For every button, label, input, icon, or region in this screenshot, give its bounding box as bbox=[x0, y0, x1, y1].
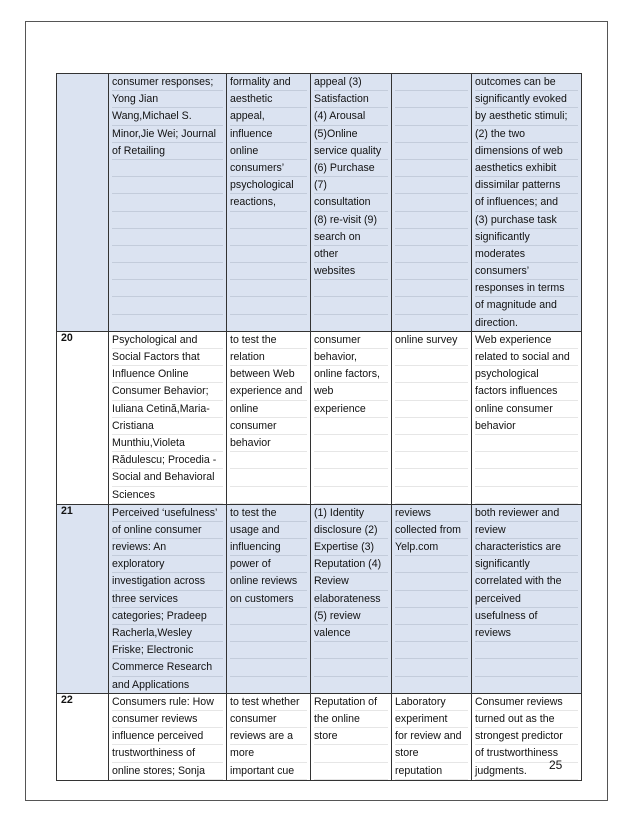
cell-line: consumer reviews bbox=[112, 711, 223, 728]
cell-line bbox=[395, 315, 468, 331]
cell-line: Satisfaction bbox=[314, 91, 388, 108]
cell-line: turned out as the bbox=[475, 711, 578, 728]
cell-line bbox=[112, 229, 223, 246]
cell-line bbox=[395, 556, 468, 573]
table-row bbox=[57, 74, 582, 332]
cell-line: factors influences bbox=[475, 383, 578, 400]
cell-line bbox=[230, 608, 307, 625]
cell-line bbox=[230, 315, 307, 331]
cell-line: store bbox=[314, 728, 388, 745]
table-row bbox=[57, 504, 582, 693]
cell-line bbox=[314, 469, 388, 486]
cell-line: collected from bbox=[395, 522, 468, 539]
cell-line: consumer bbox=[230, 711, 307, 728]
cell-line bbox=[395, 435, 468, 452]
cell-line bbox=[314, 280, 388, 297]
cell-line: Web experience bbox=[475, 332, 578, 349]
cell-line bbox=[230, 469, 307, 486]
cell-line: influencing bbox=[230, 539, 307, 556]
cell-line: exploratory bbox=[112, 556, 223, 573]
cell-line bbox=[395, 366, 468, 383]
cell-line: experience bbox=[314, 401, 388, 418]
cell-line: online reviews bbox=[230, 573, 307, 590]
cell-line: usage and bbox=[230, 522, 307, 539]
cell-line: (4) Arousal bbox=[314, 108, 388, 125]
cell-line: perceived bbox=[475, 591, 578, 608]
cell-line: by aesthetic stimuli; bbox=[475, 108, 578, 125]
cell-line bbox=[314, 642, 388, 659]
cell-line: the online bbox=[314, 711, 388, 728]
cell-line bbox=[475, 659, 578, 676]
cell-line: appeal (3) bbox=[314, 74, 388, 91]
cell-line: consumer bbox=[230, 418, 307, 435]
method-cell bbox=[392, 74, 472, 332]
cell-line: experiment bbox=[395, 711, 468, 728]
cell-line: review bbox=[475, 522, 578, 539]
cell-line bbox=[112, 212, 223, 229]
study-title-cell bbox=[109, 331, 227, 504]
cell-line: (3) purchase task bbox=[475, 212, 578, 229]
cell-line: online factors, bbox=[314, 366, 388, 383]
cell-line bbox=[395, 229, 468, 246]
cell-line bbox=[314, 452, 388, 469]
cell-line: Wang,Michael S. bbox=[112, 108, 223, 125]
cell-line bbox=[230, 263, 307, 280]
cell-line: correlated with the bbox=[475, 573, 578, 590]
cell-line: online stores; Sonja bbox=[112, 763, 223, 780]
cell-line: appeal, bbox=[230, 108, 307, 125]
cell-line bbox=[230, 229, 307, 246]
cell-line: for review and bbox=[395, 728, 468, 745]
study-title-cell bbox=[109, 504, 227, 693]
cell-line bbox=[230, 677, 307, 693]
cell-line bbox=[475, 452, 578, 469]
literature-table bbox=[56, 73, 582, 781]
cell-line: online consumer bbox=[475, 401, 578, 418]
cell-line bbox=[314, 297, 388, 314]
variables-cell bbox=[311, 693, 392, 780]
cell-line: strongest predictor bbox=[475, 728, 578, 745]
cell-line bbox=[112, 177, 223, 194]
cell-line bbox=[395, 625, 468, 642]
findings-cell bbox=[472, 74, 582, 332]
cell-line: (2) the two bbox=[475, 126, 578, 143]
cell-line bbox=[395, 659, 468, 676]
cell-line: Social Factors that bbox=[112, 349, 223, 366]
cell-line: Rădulescu; Procedia - bbox=[112, 452, 223, 469]
cell-line: reviews: An bbox=[112, 539, 223, 556]
cell-line bbox=[314, 435, 388, 452]
findings-cell bbox=[472, 504, 582, 693]
cell-line bbox=[112, 263, 223, 280]
cell-line bbox=[314, 763, 388, 780]
cell-line bbox=[395, 418, 468, 435]
cell-line bbox=[395, 608, 468, 625]
cell-line: reputation bbox=[395, 763, 468, 780]
cell-line: consumers’ bbox=[230, 160, 307, 177]
cell-line bbox=[395, 143, 468, 160]
cell-line: behavior, bbox=[314, 349, 388, 366]
cell-line: Sciences bbox=[112, 487, 223, 504]
cell-line: reviews bbox=[395, 505, 468, 522]
objective-cell bbox=[227, 331, 311, 504]
cell-line bbox=[395, 263, 468, 280]
cell-line: reviews bbox=[475, 625, 578, 642]
cell-line: usefulness of bbox=[475, 608, 578, 625]
cell-line: outcomes can be bbox=[475, 74, 578, 91]
cell-line: valence bbox=[314, 625, 388, 642]
cell-line: significantly bbox=[475, 229, 578, 246]
cell-line bbox=[475, 487, 578, 504]
cell-line: consumer bbox=[314, 332, 388, 349]
cell-line: Perceived ‘usefulness’ bbox=[112, 505, 223, 522]
cell-line: online bbox=[230, 143, 307, 160]
cell-line: Yong Jian bbox=[112, 91, 223, 108]
cell-line: aesthetics exhibit bbox=[475, 160, 578, 177]
cell-line: psychological bbox=[230, 177, 307, 194]
cell-line bbox=[395, 160, 468, 177]
cell-line bbox=[112, 194, 223, 211]
cell-line: of Retailing bbox=[112, 143, 223, 160]
cell-line: to test the bbox=[230, 505, 307, 522]
cell-line bbox=[230, 642, 307, 659]
cell-line: dissimilar patterns bbox=[475, 177, 578, 194]
cell-line: consumers’ bbox=[475, 263, 578, 280]
cell-line: (7) bbox=[314, 177, 388, 194]
cell-line: to test whether bbox=[230, 694, 307, 711]
cell-line: direction. bbox=[475, 316, 518, 329]
cell-line: of influences; and bbox=[475, 194, 578, 211]
cell-line bbox=[395, 91, 468, 108]
cell-line: investigation across bbox=[112, 573, 223, 590]
cell-line: trustworthiness of bbox=[112, 745, 223, 762]
cell-line: (6) Purchase bbox=[314, 160, 388, 177]
cell-line: Reputation (4) bbox=[314, 556, 388, 573]
cell-line bbox=[314, 659, 388, 676]
objective-cell bbox=[227, 504, 311, 693]
cell-line bbox=[230, 246, 307, 263]
cell-line: search on bbox=[314, 229, 388, 246]
cell-line: (5)Online bbox=[314, 126, 388, 143]
study-title-cell bbox=[109, 693, 227, 780]
cell-line bbox=[395, 74, 468, 91]
cell-line bbox=[475, 469, 578, 486]
page-number: 25 bbox=[549, 758, 563, 772]
cell-line bbox=[395, 349, 468, 366]
cell-line: Commerce Research bbox=[112, 659, 223, 676]
cell-line: power of bbox=[230, 556, 307, 573]
cell-line: Psychological and bbox=[112, 332, 223, 349]
method-cell bbox=[392, 693, 472, 780]
cell-line: Cristiana bbox=[112, 418, 223, 435]
objective-cell bbox=[227, 74, 311, 332]
cell-line: judgments. bbox=[475, 763, 578, 780]
cell-line: Review bbox=[314, 573, 388, 590]
row-number-cell: 21 bbox=[57, 504, 109, 693]
cell-line: online survey bbox=[395, 332, 468, 349]
cell-line: dimensions of web bbox=[475, 143, 578, 160]
cell-line: (5) review bbox=[314, 608, 388, 625]
cell-line: Laboratory bbox=[395, 694, 468, 711]
cell-line: to test the bbox=[230, 332, 307, 349]
cell-line: Expertise (3) bbox=[314, 539, 388, 556]
cell-line: formality and bbox=[230, 74, 307, 91]
cell-line: service quality bbox=[314, 143, 388, 160]
cell-line: significantly bbox=[475, 556, 578, 573]
cell-line: both reviewer and bbox=[475, 505, 578, 522]
cell-line: between Web bbox=[230, 366, 307, 383]
cell-line bbox=[395, 297, 468, 314]
cell-line: (8) re-visit (9) bbox=[314, 212, 388, 229]
row-number-cell: 20 bbox=[57, 331, 109, 504]
cell-line bbox=[112, 315, 223, 331]
cell-line: Consumers rule: How bbox=[112, 694, 223, 711]
cell-line: Social and Behavioral bbox=[112, 469, 223, 486]
cell-line: online bbox=[230, 401, 307, 418]
cell-line: Yelp.com bbox=[395, 539, 468, 556]
row-number-cell: 22 bbox=[57, 693, 109, 780]
cell-line: moderates bbox=[475, 246, 578, 263]
cell-line bbox=[395, 401, 468, 418]
cell-line bbox=[112, 160, 223, 177]
cell-line: Consumer reviews bbox=[475, 694, 578, 711]
method-cell bbox=[392, 504, 472, 693]
row-number-cell bbox=[57, 74, 109, 332]
cell-line bbox=[395, 642, 468, 659]
cell-line: of magnitude and bbox=[475, 297, 578, 314]
cell-line bbox=[395, 194, 468, 211]
cell-line bbox=[230, 452, 307, 469]
cell-line: Influence Online bbox=[112, 366, 223, 383]
findings-cell bbox=[472, 693, 582, 780]
cell-line: categories; Pradeep bbox=[112, 608, 223, 625]
cell-line: behavior bbox=[475, 418, 578, 435]
cell-line: Reputation of bbox=[314, 694, 388, 711]
cell-line bbox=[395, 177, 468, 194]
cell-line bbox=[395, 452, 468, 469]
cell-line bbox=[395, 108, 468, 125]
cell-line: relation bbox=[230, 349, 307, 366]
cell-line: (1) Identity bbox=[314, 505, 388, 522]
cell-line bbox=[314, 315, 388, 331]
cell-line bbox=[395, 677, 468, 693]
cell-line: web bbox=[314, 383, 388, 400]
cell-line: and Applications bbox=[112, 678, 190, 691]
cell-line: three services bbox=[112, 591, 223, 608]
cell-line bbox=[475, 435, 578, 452]
cell-line: related to social and bbox=[475, 349, 578, 366]
cell-line bbox=[230, 487, 307, 504]
cell-line: aesthetic bbox=[230, 91, 307, 108]
cell-line bbox=[314, 745, 388, 762]
cell-line bbox=[314, 487, 388, 504]
cell-line bbox=[395, 487, 468, 504]
cell-line bbox=[314, 418, 388, 435]
cell-line: reactions, bbox=[230, 194, 307, 211]
cell-line bbox=[395, 246, 468, 263]
cell-line bbox=[314, 677, 388, 693]
cell-line: psychological bbox=[475, 366, 578, 383]
cell-line bbox=[475, 642, 578, 659]
cell-line: influence perceived bbox=[112, 728, 223, 745]
cell-line bbox=[395, 383, 468, 400]
findings-cell bbox=[472, 331, 582, 504]
cell-line: of online consumer bbox=[112, 522, 223, 539]
variables-cell bbox=[311, 331, 392, 504]
method-cell bbox=[392, 331, 472, 504]
cell-line: Munthiu,Violeta bbox=[112, 435, 223, 452]
table-row bbox=[57, 693, 582, 780]
cell-line: more bbox=[230, 745, 307, 762]
cell-line: significantly evoked bbox=[475, 91, 578, 108]
cell-line bbox=[395, 280, 468, 297]
cell-line: consultation bbox=[314, 194, 388, 211]
variables-cell bbox=[311, 504, 392, 693]
cell-line bbox=[112, 246, 223, 263]
cell-line: Minor,Jie Wei; Journal bbox=[112, 126, 223, 143]
cell-line: responses in terms bbox=[475, 280, 578, 297]
cell-line bbox=[395, 212, 468, 229]
cell-line bbox=[475, 677, 578, 693]
cell-line bbox=[112, 280, 223, 297]
cell-line bbox=[395, 573, 468, 590]
cell-line bbox=[395, 126, 468, 143]
cell-line: characteristics are bbox=[475, 539, 578, 556]
cell-line: Friske; Electronic bbox=[112, 642, 223, 659]
cell-line: consumer responses; bbox=[112, 74, 223, 91]
cell-line: reviews are a bbox=[230, 728, 307, 745]
cell-line bbox=[230, 280, 307, 297]
table-row bbox=[57, 331, 582, 504]
cell-line: Racherla,Wesley bbox=[112, 625, 223, 642]
cell-line: experience and bbox=[230, 383, 307, 400]
cell-line: websites bbox=[314, 263, 388, 280]
cell-line bbox=[395, 469, 468, 486]
study-title-cell bbox=[109, 74, 227, 332]
cell-line: influence bbox=[230, 126, 307, 143]
cell-line: important cue bbox=[230, 763, 307, 780]
cell-line: behavior bbox=[230, 435, 307, 452]
cell-line bbox=[395, 591, 468, 608]
cell-line: of trustworthiness bbox=[475, 745, 578, 762]
cell-line bbox=[230, 212, 307, 229]
cell-line bbox=[230, 659, 307, 676]
cell-line: other bbox=[314, 246, 388, 263]
cell-line bbox=[230, 297, 307, 314]
cell-line: elaborateness bbox=[314, 591, 388, 608]
variables-cell bbox=[311, 74, 392, 332]
cell-line bbox=[230, 625, 307, 642]
objective-cell bbox=[227, 693, 311, 780]
cell-line: Iuliana Cetină,Maria- bbox=[112, 401, 223, 418]
cell-line bbox=[112, 297, 223, 314]
cell-line: disclosure (2) bbox=[314, 522, 388, 539]
cell-line: on customers bbox=[230, 591, 307, 608]
cell-line: Consumer Behavior; bbox=[112, 383, 223, 400]
cell-line: store bbox=[395, 745, 468, 762]
